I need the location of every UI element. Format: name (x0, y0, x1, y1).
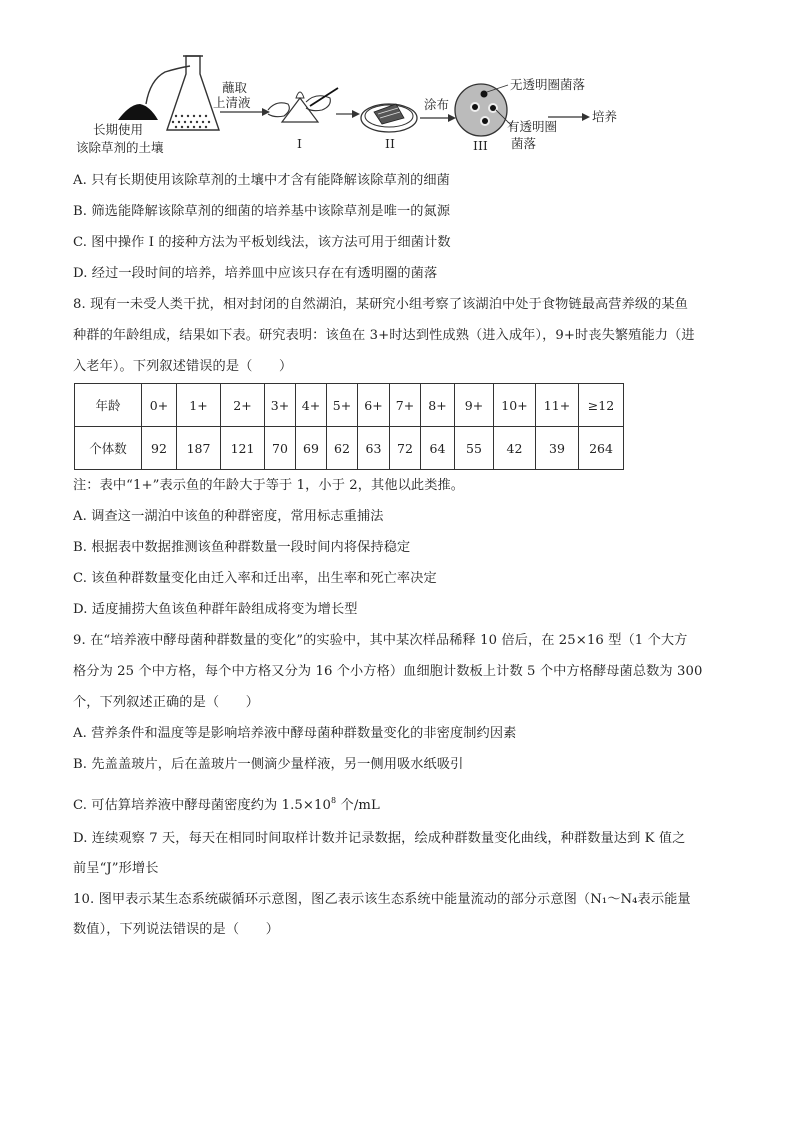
age-cell: 7+ (390, 384, 421, 427)
hand-right (306, 96, 330, 111)
count-cell: 69 (296, 427, 327, 470)
count-cell: 70 (265, 427, 296, 470)
q9-option-a: A. 营养条件和温度等是影响培养液中酵母菌种群数量变化的非密度制约因素 (73, 726, 517, 741)
hand-left (268, 103, 289, 117)
spread-label: 涂布 (424, 97, 450, 112)
count-cell: 264 (579, 427, 624, 470)
operation-1-label: I (297, 136, 302, 151)
q8-option-a: A. 调查这一湖泊中该鱼的种群密度，常用标志重捕法 (73, 509, 384, 524)
count-cell: 62 (327, 427, 358, 470)
count-cell: 72 (390, 427, 421, 470)
count-cell: 39 (536, 427, 579, 470)
age-cell: 8+ (421, 384, 455, 427)
colony-halo-label-line1: 有透明圈 (507, 119, 558, 134)
culture-label: 培养 (592, 109, 618, 124)
q10-stem-line1: 10. 图甲表示某生态系统碳循环示意图，图乙表示该生态系统中能量流动的部分示意图（N₁～N₄表示能量 (73, 892, 691, 907)
soil-label-line2: 该除草剂的土壤 (76, 140, 164, 155)
count-cell: 187 (177, 427, 221, 470)
table-row-age (75, 384, 624, 427)
q8-stem-line3: 入老年）。下列叙述错误的是（ ） (73, 359, 293, 374)
colony-no-halo-label: 无透明圈菌落 (510, 77, 586, 92)
age-cell: 9+ (455, 384, 494, 427)
age-cell: 5+ (327, 384, 358, 427)
q9-stem-line3: 个，下列叙述正确的是（ ） (73, 695, 260, 710)
q8-stem-line1: 8. 现有一未受人类干扰，相对封闭的自然湖泊，某研究小组考察了该湖泊中处于食物链最高营养级的某鱼 (73, 297, 689, 312)
operation-3-label: III (473, 138, 488, 153)
age-cell: 2+ (221, 384, 265, 427)
q7-option-b: B. 筛选能降解该除草剂的细菌的培养基中该除草剂是唯一的氮源 (73, 204, 451, 219)
q9-option-d-line2: 前呈“J”形增长 (73, 861, 159, 876)
age-cell: 6+ (358, 384, 390, 427)
q9-density-base: 1.5×10 (281, 798, 332, 813)
count-cell: 121 (221, 427, 265, 470)
age-cell: 4+ (296, 384, 327, 427)
count-cell: 64 (421, 427, 455, 470)
age-cell: ≥12 (579, 384, 624, 427)
q7-option-c: C. 图中操作 I 的接种方法为平板划线法，该方法可用于细菌计数 (73, 235, 451, 250)
count-cell: 63 (358, 427, 390, 470)
q8-option-d: D. 适度捕捞大鱼该鱼种群年龄组成将变为增长型 (73, 602, 358, 617)
age-cell: 3+ (265, 384, 296, 427)
conical-flask (167, 56, 219, 130)
age-cell: 10+ (494, 384, 536, 427)
q9-option-b: B. 先盖盖玻片，后在盖玻片一侧滴少量样液，另一侧用吸水纸吸引 (73, 757, 464, 772)
operation-2-label: II (385, 136, 395, 151)
q9-option-c-text: C. 可估算培养液中酵母菌密度约为 (73, 798, 282, 813)
table-row-count (75, 427, 624, 470)
q9-option-d-line1: D. 连续观察 7 天，每天在相同时间取样计数并记录数据，绘成种群数量变化曲线，种群数量达到 K 值之 (73, 831, 686, 846)
step-label-line1: 蘸取 (222, 80, 248, 95)
age-structure-table (74, 383, 624, 470)
count-cell: 55 (455, 427, 494, 470)
count-cell: 92 (142, 427, 177, 470)
q7-option-a: A. 只有长期使用该除草剂的土壤中才含有能降解该除草剂的细菌 (73, 173, 450, 188)
q8-table-note: 注：表中“1+”表示鱼的年龄大于等于 1，小于 2，其他以此类推。 (73, 478, 465, 493)
soil-mound (118, 104, 158, 120)
q9-stem-line1: 9. 在“培养液中酵母菌种群数量的变化”的实验中，其中某次样品稀释 10 倍后，在 25×16 型（1 个大方 (73, 633, 688, 648)
experiment-diagram (0, 0, 794, 160)
table-header-age: 年龄 (75, 384, 142, 427)
q9-density-exponent: 8 (331, 796, 337, 805)
step-label-line2: 上清液 (213, 95, 251, 110)
count-cell: 42 (494, 427, 536, 470)
culture-plate (455, 84, 507, 136)
q10-stem-line2: 数值），下列说法错误的是（ ） (73, 922, 279, 937)
q8-option-b: B. 根据表中数据推测该鱼种群数量一段时间内将保持稳定 (73, 540, 411, 555)
age-cell: 0+ (142, 384, 177, 427)
age-cell: 1+ (177, 384, 221, 427)
q8-stem-line2: 种群的年龄组成，结果如下表。研究表明：该鱼在 3+时达到性成熟（进入成年），9+时丧失繁殖能力（进 (73, 328, 695, 343)
q7-option-d: D. 经过一段时间的培养，培养皿中应该只存在有透明圈的菌落 (73, 266, 438, 281)
age-cell: 11+ (536, 384, 579, 427)
table-header-count: 个体数 (75, 427, 142, 470)
colony-halo-label-line2: 菌落 (511, 136, 537, 151)
q9-stem-line2: 格分为 25 个中方格，每个中方格又分为 16 个小方格）血细胞计数板上计数 5 个中方格酵母菌总数为 300 (73, 664, 703, 679)
q8-option-c: C. 该鱼种群数量变化由迁入率和迁出率，出生率和死亡率决定 (73, 571, 437, 586)
soil-label-line1: 长期使用 (93, 122, 144, 137)
transfer-tube (146, 66, 190, 104)
q9-option-c (73, 793, 380, 814)
q9-density-unit: 个/mL (336, 798, 380, 813)
